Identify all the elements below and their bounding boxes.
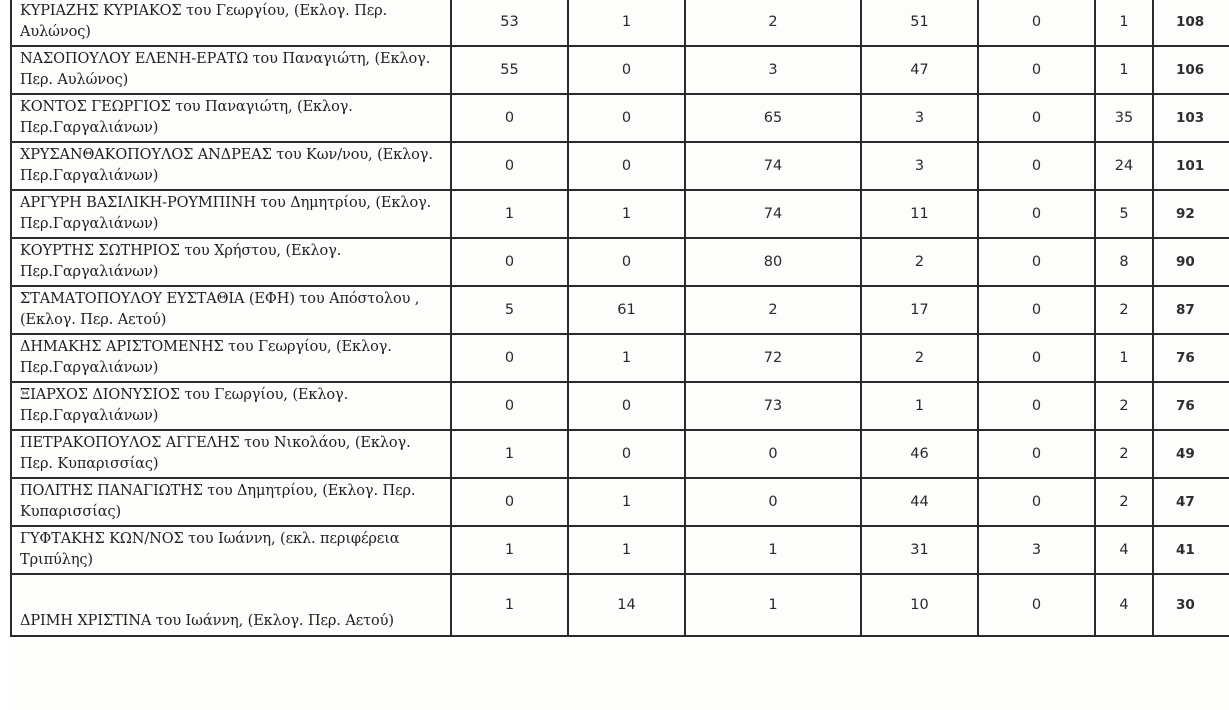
vote-count-cell-5: 3 [978, 526, 1095, 574]
candidate-name-cell: ΔΗΜΑΚΗΣ ΑΡΙΣΤΟΜΕΝΗΣ του Γεωργίου, (Εκλογ. Περ.Γαργαλιάνων) [11, 334, 451, 382]
vote-count-cell-1: 0 [451, 238, 568, 286]
vote-count-cell-2: 1 [568, 0, 685, 46]
candidate-name-cell: ΑΡΓΥΡΗ ΒΑΣΙΛΙΚΗ-ΡΟΥΜΠΙΝΗ του Δημητρίου, (Εκλογ. Περ.Γαργαλιάνων) [11, 190, 451, 238]
vote-count-cell-6: 2 [1095, 478, 1153, 526]
vote-count-cell-3: 2 [685, 0, 861, 46]
vote-count-cell-5: 0 [978, 286, 1095, 334]
candidate-name-cell: ΞΙΑΡΧΟΣ ΔΙΟΝΥΣΙΟΣ του Γεωργίου, (Εκλογ. Περ.Γαργαλιάνων) [11, 382, 451, 430]
vote-count-cell-1: 0 [451, 478, 568, 526]
table-row [11, 526, 1229, 574]
table-row [11, 430, 1229, 478]
vote-count-cell-2: 1 [568, 190, 685, 238]
table-row [11, 0, 1229, 46]
vote-count-cell-5: 0 [978, 334, 1095, 382]
vote-count-cell-4: 2 [861, 334, 978, 382]
vote-count-cell-5: 0 [978, 46, 1095, 94]
table-row [11, 94, 1229, 142]
vote-count-cell-3: 74 [685, 142, 861, 190]
vote-count-cell-2: 61 [568, 286, 685, 334]
vote-count-cell-3: 80 [685, 238, 861, 286]
vote-count-cell-2: 0 [568, 46, 685, 94]
vote-count-cell-4: 10 [861, 574, 978, 636]
total-votes-cell: 76 [1153, 382, 1229, 430]
vote-count-cell-2: 0 [568, 382, 685, 430]
vote-count-cell-1: 1 [451, 574, 568, 636]
vote-count-cell-2: 1 [568, 478, 685, 526]
vote-count-cell-1: 0 [451, 382, 568, 430]
vote-count-cell-6: 35 [1095, 94, 1153, 142]
vote-count-cell-2: 1 [568, 526, 685, 574]
vote-count-cell-4: 44 [861, 478, 978, 526]
vote-count-cell-6: 5 [1095, 190, 1153, 238]
vote-count-cell-6: 4 [1095, 526, 1153, 574]
vote-count-cell-3: 0 [685, 430, 861, 478]
total-votes-cell: 90 [1153, 238, 1229, 286]
vote-count-cell-3: 74 [685, 190, 861, 238]
candidate-name-cell: ΚΟΥΡΤΗΣ ΣΩΤΗΡΙΟΣ του Χρήστου, (Εκλογ. Περ.Γαργαλιάνων) [11, 238, 451, 286]
vote-count-cell-5: 0 [978, 190, 1095, 238]
vote-count-cell-4: 2 [861, 238, 978, 286]
vote-count-cell-1: 0 [451, 334, 568, 382]
vote-count-cell-3: 1 [685, 526, 861, 574]
vote-count-cell-3: 73 [685, 382, 861, 430]
candidate-name-cell: ΚΟΝΤΟΣ ΓΕΩΡΓΙΟΣ του Παναγιώτη, (Εκλογ. Περ.Γαργαλιάνων) [11, 94, 451, 142]
vote-count-cell-2: 14 [568, 574, 685, 636]
table-row [11, 142, 1229, 190]
vote-count-cell-6: 2 [1095, 382, 1153, 430]
vote-count-cell-4: 47 [861, 46, 978, 94]
total-votes-cell: 49 [1153, 430, 1229, 478]
results-sheet [10, 0, 1229, 710]
table-row [11, 334, 1229, 382]
total-votes-cell: 41 [1153, 526, 1229, 574]
vote-count-cell-4: 3 [861, 94, 978, 142]
total-votes-cell: 87 [1153, 286, 1229, 334]
vote-count-cell-6: 2 [1095, 286, 1153, 334]
table-row [11, 190, 1229, 238]
vote-count-cell-5: 0 [978, 382, 1095, 430]
candidate-name-cell: ΣΤΑΜΑΤΟΠΟΥΛΟΥ ΕΥΣΤΑΘΙΑ (ΕΦΗ) του Απόστολου , (Εκλογ. Περ. Αετού) [11, 286, 451, 334]
vote-count-cell-5: 0 [978, 238, 1095, 286]
vote-count-cell-4: 1 [861, 382, 978, 430]
vote-count-cell-2: 0 [568, 142, 685, 190]
vote-count-cell-6: 1 [1095, 46, 1153, 94]
total-votes-cell: 76 [1153, 334, 1229, 382]
vote-count-cell-1: 0 [451, 94, 568, 142]
table-row [11, 478, 1229, 526]
table-row [11, 238, 1229, 286]
vote-count-cell-5: 0 [978, 478, 1095, 526]
vote-count-cell-1: 1 [451, 526, 568, 574]
total-votes-cell: 92 [1153, 190, 1229, 238]
vote-count-cell-4: 17 [861, 286, 978, 334]
candidate-name-cell: ΝΑΣΟΠΟΥΛΟΥ ΕΛΕΝΗ-ΕΡΑΤΩ του Παναγιώτη, (Εκλογ. Περ. Αυλώνος) [11, 46, 451, 94]
candidate-name-cell: ΠΟΛΙΤΗΣ ΠΑΝΑΓΙΩΤΗΣ του Δημητρίου, (Εκλογ. Περ. Κυπαρισσίας) [11, 478, 451, 526]
vote-count-cell-4: 31 [861, 526, 978, 574]
vote-count-cell-6: 2 [1095, 430, 1153, 478]
vote-count-cell-6: 1 [1095, 0, 1153, 46]
votes-table-body [11, 0, 1229, 636]
vote-count-cell-2: 0 [568, 430, 685, 478]
candidate-name-cell: ΓΥΦΤΑΚΗΣ ΚΩΝ/ΝΟΣ του Ιωάννη, (εκλ. περιφέρεια Τριπύλης) [11, 526, 451, 574]
candidate-name-cell: ΚΥΡΙΑΖΗΣ ΚΥΡΙΑΚΟΣ του Γεωργίου, (Εκλογ. Περ. Αυλώνος) [11, 0, 451, 46]
vote-count-cell-5: 0 [978, 94, 1095, 142]
votes-table [10, 0, 1229, 637]
vote-count-cell-3: 72 [685, 334, 861, 382]
total-votes-cell: 30 [1153, 574, 1229, 636]
vote-count-cell-1: 0 [451, 142, 568, 190]
vote-count-cell-5: 0 [978, 430, 1095, 478]
vote-count-cell-4: 3 [861, 142, 978, 190]
vote-count-cell-3: 0 [685, 478, 861, 526]
vote-count-cell-3: 2 [685, 286, 861, 334]
vote-count-cell-5: 0 [978, 574, 1095, 636]
total-votes-cell: 47 [1153, 478, 1229, 526]
vote-count-cell-6: 24 [1095, 142, 1153, 190]
vote-count-cell-5: 0 [978, 142, 1095, 190]
vote-count-cell-4: 51 [861, 0, 978, 46]
total-votes-cell: 108 [1153, 0, 1229, 46]
total-votes-cell: 101 [1153, 142, 1229, 190]
vote-count-cell-3: 3 [685, 46, 861, 94]
vote-count-cell-1: 55 [451, 46, 568, 94]
vote-count-cell-2: 0 [568, 238, 685, 286]
vote-count-cell-5: 0 [978, 0, 1095, 46]
vote-count-cell-3: 1 [685, 574, 861, 636]
table-row [11, 574, 1229, 636]
table-row [11, 382, 1229, 430]
vote-count-cell-6: 8 [1095, 238, 1153, 286]
table-row [11, 286, 1229, 334]
vote-count-cell-1: 5 [451, 286, 568, 334]
vote-count-cell-6: 1 [1095, 334, 1153, 382]
table-row [11, 46, 1229, 94]
vote-count-cell-1: 1 [451, 190, 568, 238]
vote-count-cell-2: 1 [568, 334, 685, 382]
vote-count-cell-2: 0 [568, 94, 685, 142]
vote-count-cell-4: 11 [861, 190, 978, 238]
total-votes-cell: 106 [1153, 46, 1229, 94]
vote-count-cell-4: 46 [861, 430, 978, 478]
candidate-name-cell: ΔΡΙΜΗ ΧΡΙΣΤΙΝΑ του Ιωάννη, (Εκλογ. Περ. Αετού) [11, 574, 451, 636]
candidate-name-cell: ΠΕΤΡΑΚΟΠΟΥΛΟΣ ΑΓΓΕΛΗΣ του Νικολάου, (Εκλογ. Περ. Κυπαρισσίας) [11, 430, 451, 478]
vote-count-cell-3: 65 [685, 94, 861, 142]
vote-count-cell-1: 53 [451, 0, 568, 46]
total-votes-cell: 103 [1153, 94, 1229, 142]
candidate-name-cell: ΧΡΥΣΑΝΘΑΚΟΠΟΥΛΟΣ ΑΝΔΡΕΑΣ του Κων/νου, (Εκλογ. Περ.Γαργαλιάνων) [11, 142, 451, 190]
vote-count-cell-6: 4 [1095, 574, 1153, 636]
vote-count-cell-1: 1 [451, 430, 568, 478]
